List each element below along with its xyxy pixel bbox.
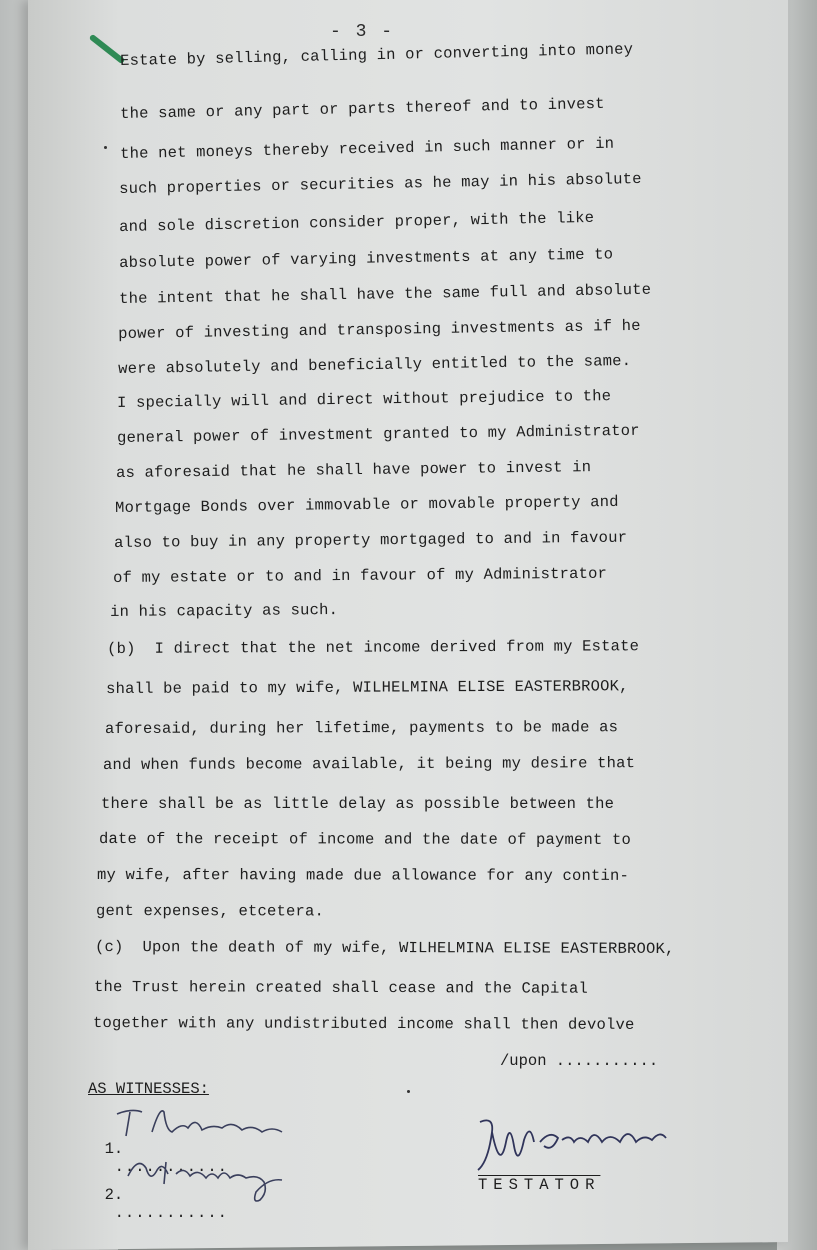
page-number: - 3 - <box>330 22 395 42</box>
text-line: were absolutely and beneficially entitled to the same. <box>118 351 632 378</box>
signature-dots: ........... <box>114 1204 228 1222</box>
continuation-text: /upon ........... <box>500 1052 659 1070</box>
ink-dot <box>104 146 107 149</box>
signature-dots: ........... <box>114 1158 228 1176</box>
text-line: the Trust herein created shall cease and the Capital <box>93 978 589 998</box>
witness-number: 2. <box>104 1186 124 1204</box>
text-line: (c) Upon the death of my wife, WILHELMINA ELISE EASTERBROOK, <box>94 938 675 959</box>
text-line: the same or any part or parts thereof and to invest <box>120 94 605 123</box>
testator-signature-icon <box>470 1112 680 1182</box>
text-line: date of the receipt of income and the date of payment to <box>98 830 632 849</box>
text-line: the intent that he shall have the same full and absolute <box>119 280 652 308</box>
witness-1-signature-icon <box>112 1102 312 1142</box>
text-line: general power of investment granted to my Administrator <box>117 421 640 447</box>
text-line: there shall be as little delay as possible between the <box>101 795 615 813</box>
text-line: and when funds become available, it being my desire that <box>103 754 636 774</box>
text-line: together with any undistributed income shall then devolve <box>92 1014 635 1034</box>
text-line: power of investing and transposing investments as if he <box>118 316 641 343</box>
ink-dot <box>407 1090 410 1093</box>
text-line: (b) I direct that the net income derived from my Estate <box>107 637 640 658</box>
text-line: in his capacity as such. <box>110 601 339 621</box>
text-line: the net moneys thereby received in such manner or in <box>120 134 615 163</box>
text-line: Estate by selling, calling in or converting into money <box>120 40 634 70</box>
text-line: Mortgage Bonds over immovable or movable property and <box>115 492 619 517</box>
text-line: also to buy in any property mortgaged to and in favour <box>114 528 628 552</box>
text-line: gent expenses, etcetera. <box>95 902 325 921</box>
witness-number: 1. <box>104 1140 124 1158</box>
text-line: I specially will and direct without prejudice to the <box>117 387 612 412</box>
witnesses-heading: AS WITNESSES: <box>88 1080 209 1098</box>
text-line: of my estate or to and in favour of my Administrator <box>113 564 608 587</box>
text-line: my wife, after having made due allowance for any contin- <box>96 866 630 885</box>
text-line: shall be paid to my wife, WILHELMINA ELISE EASTERBROOK, <box>106 677 629 698</box>
text-line: and sole discretion consider proper, with the like <box>119 208 595 236</box>
text-line: aforesaid, during her lifetime, payments to be made as <box>105 718 619 738</box>
text-line: as aforesaid that he shall have power to invest in <box>116 458 592 482</box>
witness-2-signature-icon <box>118 1148 318 1208</box>
text-line: absolute power of varying investments at any time to <box>119 245 614 272</box>
text-line: such properties or securities as he may in his absolute <box>119 169 642 198</box>
testator-label: TESTATOR <box>478 1176 601 1194</box>
